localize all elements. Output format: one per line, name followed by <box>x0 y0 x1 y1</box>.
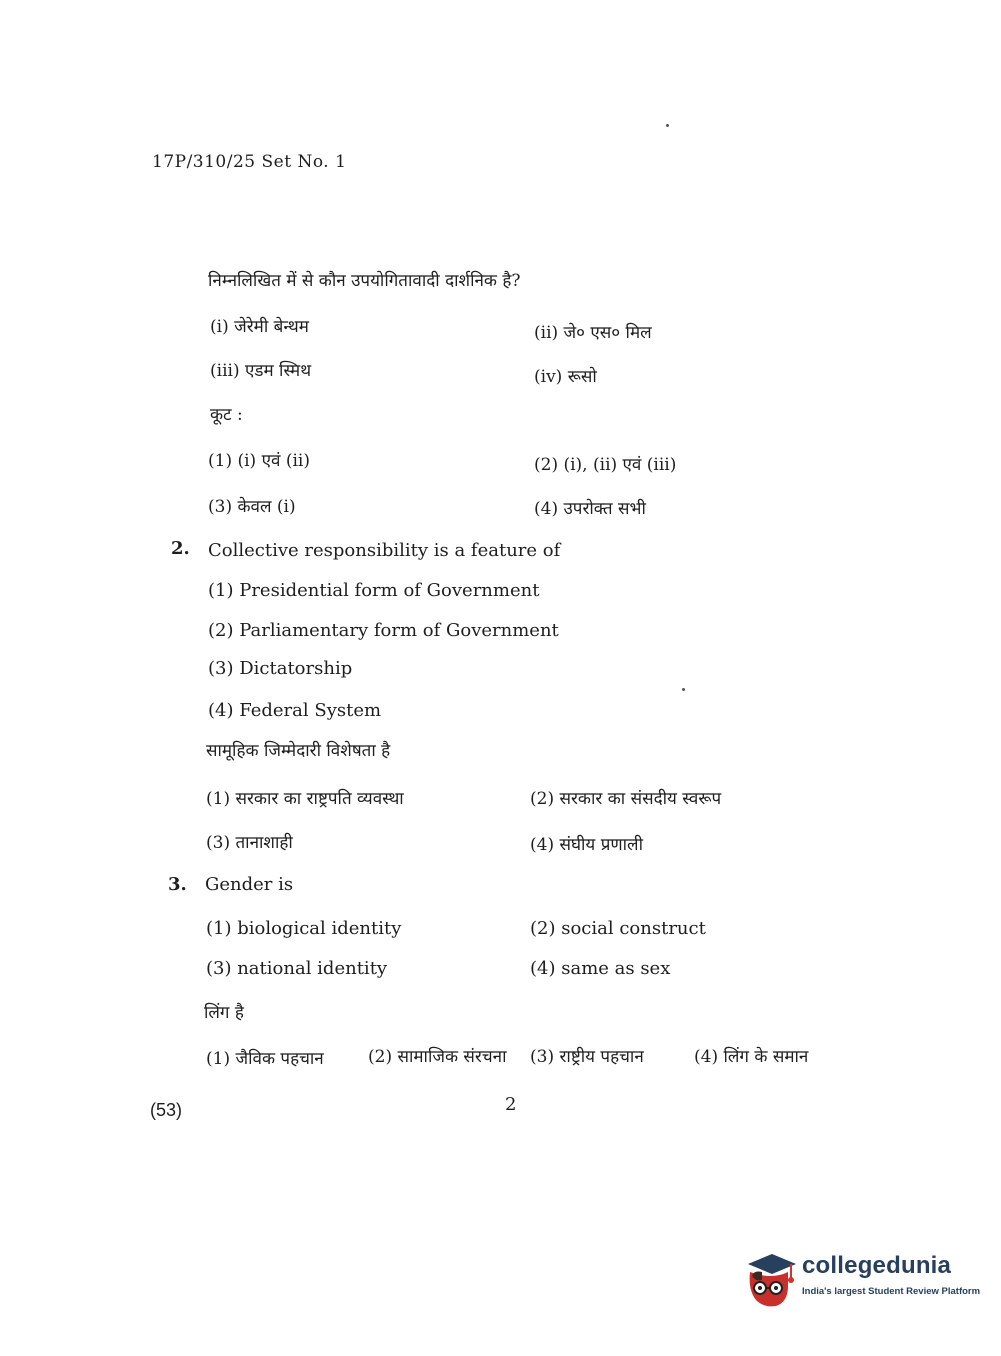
q3-option-hi-1: (1) जैविक पहचान <box>206 1049 324 1069</box>
q2-option-en-2: (2) Parliamentary form of Government <box>208 620 559 641</box>
q3-number: 3. <box>168 874 187 895</box>
watermark-name: collegedunia <box>802 1252 952 1279</box>
q1-item-iii: (iii) एडम स्मिथ <box>210 361 312 381</box>
q1-option-2: (2) (i), (ii) एवं (iii) <box>534 455 677 475</box>
mascot-logo-icon <box>742 1250 800 1312</box>
scan-speck <box>682 688 685 691</box>
q1-item-iv: (iv) रूसो <box>534 367 597 387</box>
q2-option-hi-2: (2) सरकार का संसदीय स्वरूप <box>530 789 722 809</box>
paper-code-header: 17P/310/25 Set No. 1 <box>152 152 347 172</box>
q2-option-hi-3: (3) तानाशाही <box>206 833 293 853</box>
booklet-code: (53) <box>150 1100 183 1120</box>
q1-option-3: (3) केवल (i) <box>208 497 296 517</box>
scan-speck <box>666 124 669 127</box>
q2-stem-hindi: सामूहिक जिम्मेदारी विशेषता है <box>206 741 391 761</box>
q3-option-en-3: (3) national identity <box>206 958 388 979</box>
q1-item-i: (i) जेरेमी बेन्थम <box>210 317 309 337</box>
q2-option-hi-1: (1) सरकार का राष्ट्रपति व्यवस्था <box>206 789 404 809</box>
q1-code-label: कूट : <box>210 405 243 425</box>
q3-option-hi-3: (3) राष्ट्रीय पहचान <box>530 1047 644 1067</box>
q3-stem-hindi: लिंग है <box>204 1003 244 1023</box>
q2-option-hi-4: (4) संघीय प्रणाली <box>530 835 643 855</box>
q1-option-4: (4) उपरोक्त सभी <box>534 499 646 519</box>
q2-option-en-3: (3) Dictatorship <box>208 658 353 679</box>
q1-stem-hindi: निम्नलिखित में से कौन उपयोगितावादी दार्शनिक है? <box>208 271 521 291</box>
q3-stem-english: Gender is <box>205 874 294 895</box>
q2-stem-english: Collective responsibility is a feature of <box>208 540 561 561</box>
q3-option-en-2: (2) social construct <box>530 918 706 939</box>
page-number: 2 <box>505 1094 517 1115</box>
q1-option-1: (1) (i) एवं (ii) <box>208 451 310 471</box>
watermark-tagline: India's largest Student Review Platform <box>802 1286 981 1297</box>
q2-option-en-4: (4) Federal System <box>208 700 382 721</box>
q1-item-ii: (ii) जे० एस० मिल <box>534 323 652 343</box>
q3-option-hi-2: (2) सामाजिक संरचना <box>368 1047 507 1067</box>
q2-number: 2. <box>171 538 190 559</box>
q3-option-hi-4: (4) लिंग के समान <box>694 1047 809 1067</box>
collegedunia-watermark <box>742 1250 981 1312</box>
q3-option-en-1: (1) biological identity <box>206 918 402 939</box>
q2-option-en-1: (1) Presidential form of Government <box>208 580 540 601</box>
q3-option-en-4: (4) same as sex <box>530 958 671 979</box>
